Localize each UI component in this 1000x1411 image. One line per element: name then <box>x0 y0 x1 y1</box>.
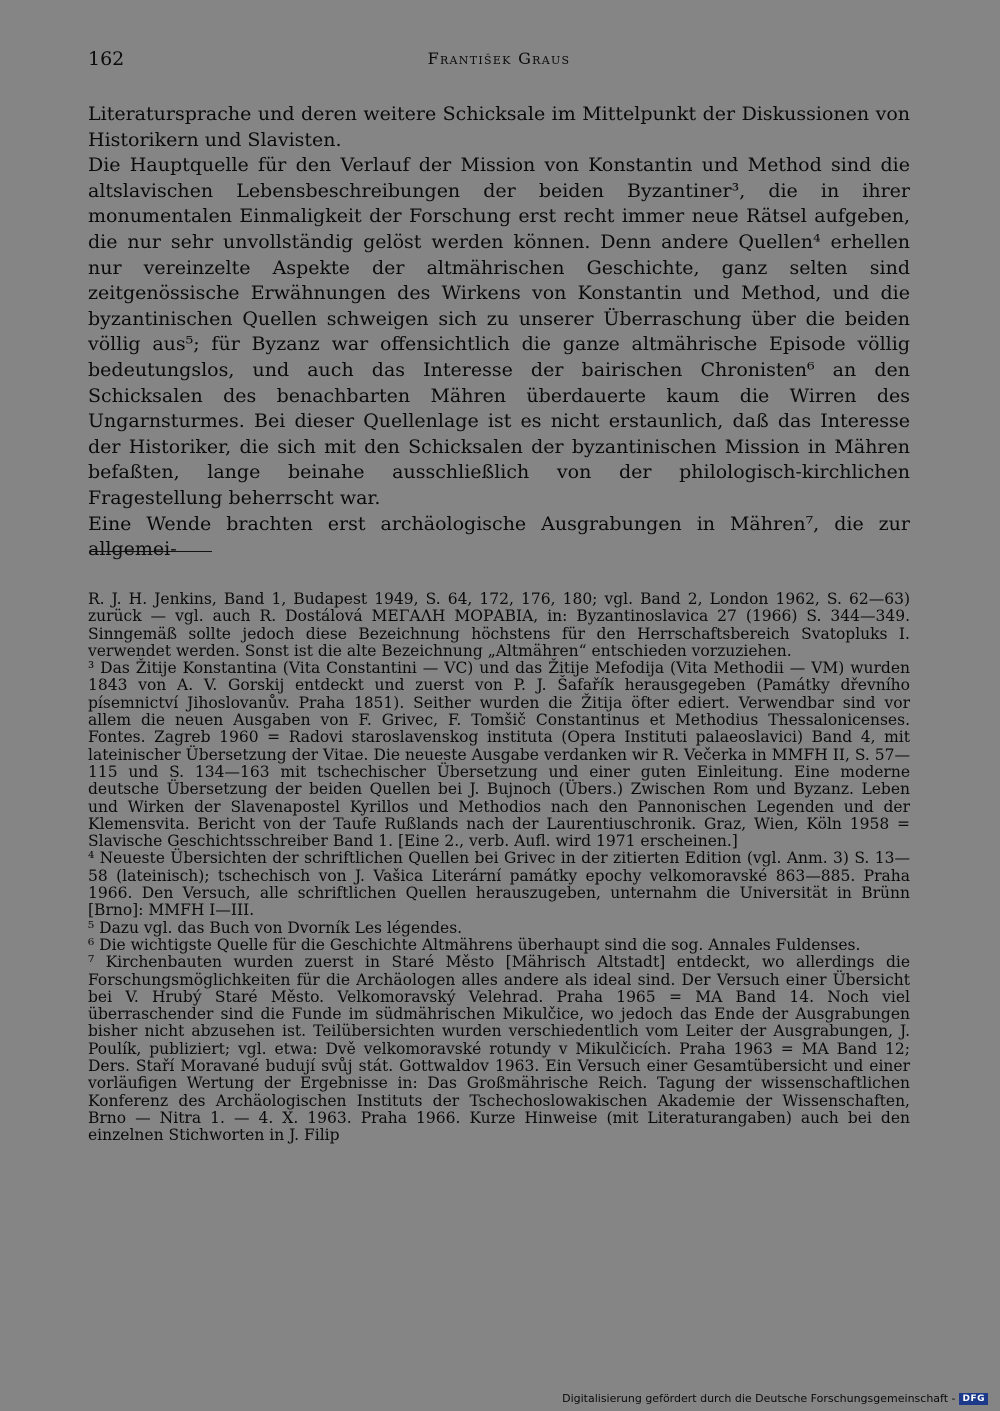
main-text <box>88 102 910 563</box>
digitization-credit <box>562 1392 988 1405</box>
footnote: ⁶ Die wichtigste Quelle für die Geschichte Altmährens überhaupt sind die sog. Annales Fuldenses. <box>88 935 861 954</box>
paragraph: Eine Wende brachten erst archäologische Ausgrabungen in Mähren⁷, die zur allgemei- <box>88 512 910 561</box>
footnote-separator <box>90 551 212 552</box>
credit-text: Digitalisierung gefördert durch die Deutsche Forschungsgemeinschaft - <box>562 1392 956 1405</box>
running-head: František Graus <box>427 49 571 68</box>
page-number: 162 <box>88 48 125 70</box>
paragraph: Literatursprache und deren weitere Schicksale im Mittelpunkt der Diskussionen von Historikern und Slavisten. <box>88 103 910 151</box>
paragraph: Die Hauptquelle für den Verlauf der Mission von Konstantin und Method sind die altslavischen Lebensbeschreibungen der beiden Byzantiner³, die in ihrer monumentalen Einmaligkeit der Forschung erst recht immer neue Rätsel aufgeben, die nur sehr unvollständig gelöst werden können. Denn andere Quellen⁴ erhellen nur vereinzelte Aspekte der altmährischen Geschichte, ganz selten sind zeitgenössische Erwähnungen des Wirkens von Konstantin und Method, und die byzantinischen Quellen schweigen sich zu unserer Überraschung über die beiden völlig aus⁵; für Byzanz war offensichtlich die ganze altmährische Episode völlig bedeutungslos, und auch das Interesse der bairischen Chronisten⁶ an den Schicksalen des benachbarten Mähren überdauerte kaum die Wirren des Ungarnsturmes. Bei dieser Quellenlage ist es nicht erstaunlich, daß das Interesse der Historiker, die sich mit den Schicksalen der byzantinischen Mission in Mähren befaßten, lange beinahe ausschließlich von der philologisch-kirchlichen Fragestellung beherrscht war. <box>88 154 910 509</box>
footnote: ⁷ Kirchenbauten wurden zuerst in Staré Město [Mährisch Altstadt] entdeckt, wo allerdings die Forschungsmöglichkeiten für die Archäologen alles andere als ideal sind. Der Versuch einer Übersicht bei V. Hrubý Staré Město. Velkomoravský Velehrad. Praha 1965 = MA Band 14. Noch viel überraschender sind die Funde im südmährischen Mikulčice, wo jedoch das Ende der Ausgrabungen bisher nicht abzusehen ist. Teilübersichten wurden verschiedentlich vom Leiter der Ausgrabungen, J. Poulík, publiziert; vgl. etwa: Dvě velkomoravské rotundy v Mikulčicích. Praha 1963 = MA Band 12; Ders. Staří Moravané budují svůj stát. Gottwaldov 1963. Ein Versuch einer Gesamtübersicht und einer vorläufigen Wertung der Ergebnisse in: Das Großmährische Reich. Tagung der wissenschaftlichen Konferenz des Archäologischen Instituts der Tschechoslowakischen Akademie der Wissenschaften, Brno — Nitra 1. — 4. X. 1963. Praha 1966. Kurze Hinweise (mit Literaturangaben) auch bei den einzelnen Stichworten in J. Filip <box>88 953 910 1145</box>
footnote: ³ Das Žitije Konstantina (Vita Constantini — VC) und das Žitije Mefodija (Vita Methodii — VM) wurden 1843 von A. V. Gorskij entdeckt und zuerst von P. J. Šafařík herausgegeben (Památky dřevního písemnictví Jihoslovanův. Praha 1851). Seither wurden die Žitija öfter ediert. Verwendbar sind vor allem die neuen Ausgaben von F. Grivec, F. Tomšič Constantinus et Methodius Thessalonicenses. Fontes. Zagreb 1960 = Radovi staroslavenskog instituta (Opera Instituti palaeoslavici) Band 4, mit lateinischer Übersetzung der Vitae. Die neueste Ausgabe verdanken wir R. Večerka in MMFH II, S. 57—115 und S. 134—163 mit tschechischer Übersetzung und einer guten Einleitung. Eine moderne deutsche Übersetzung der beiden Quellen bei J. Bujnoch (Übers.) Zwischen Rom und Byzanz. Leben und Wirken der Slavenapostel Kyrillos und Methodios nach den Pannonischen Legenden und der Klemensvita. Bericht von der Taufe Rußlands nach der Laurentiuschronik. Graz, Wien, Köln 1958 = Slavische Geschichtsschreiber Band 1. [Eine 2., verb. Aufl. wird 1971 erscheinen.] <box>88 659 910 851</box>
footnotes <box>88 591 910 1145</box>
footnote: R. J. H. Jenkins, Band 1, Budapest 1949, S. 64, 172, 176, 180; vgl. Band 2, London 1962, S. 62—63) zurück — vgl. auch R. Dostálová ΜΕΓΑΛΗ ΜΟΡΑΒΙΑ, in: Byzantinoslavica 27 (1966) S. 344—349. Sinngemäß sollte jedoch diese Bezeichnung höchstens für den Herrschaftsbereich Svatopluks I. verwendet werden. Sonst ist die alte Bezeichnung „Altmähren“ entschieden vorzuziehen. <box>88 590 910 660</box>
page-header <box>88 48 910 78</box>
dfg-logo: DFG <box>959 1393 988 1405</box>
footnote: ⁵ Dazu vgl. das Buch von Dvorník Les légendes. <box>88 918 463 937</box>
footnote: ⁴ Neueste Übersichten der schriftlichen Quellen bei Grivec in der zitierten Edition (vgl. Anm. 3) S. 13—58 (lateinisch); tschechisch von J. Vašica Literární památky epochy velkomoravské 863—885. Praha 1966. Den Versuch, alle schriftlichen Quellen herauszugeben, unternahm die Universität in Brünn [Brno]: MMFH I—III. <box>88 849 910 920</box>
